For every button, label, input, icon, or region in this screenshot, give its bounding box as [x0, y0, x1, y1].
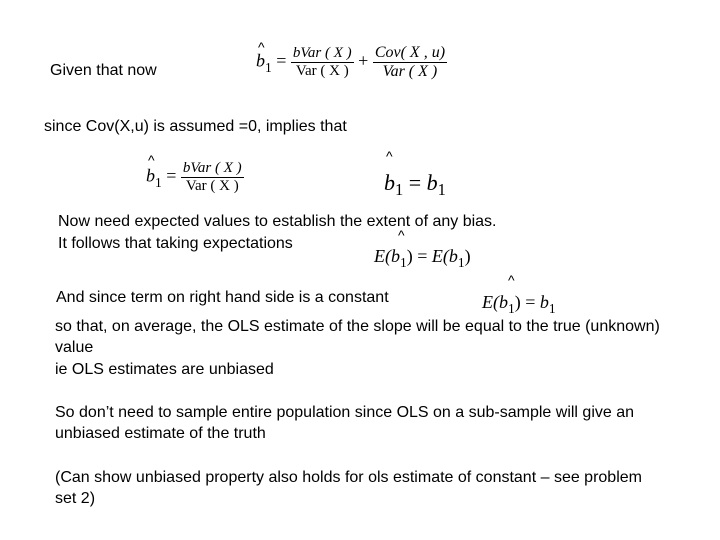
can-show-text: (Can show unbiased property also holds for ols estimate of constant – see problem set 2): [55, 469, 642, 507]
equation-5: [482, 292, 556, 316]
equation-1: [256, 44, 447, 81]
and-since-text: And since term on right hand side is a constant: [56, 289, 389, 306]
eq2-hat: ^: [148, 152, 155, 168]
eq5-rhs: b: [539, 292, 549, 312]
eq4-hat: ^: [398, 227, 405, 243]
eq4-lhs: E(b: [374, 246, 400, 266]
eq4-rhs-close: ): [464, 246, 471, 266]
eq5-lhs-sub: 1: [508, 301, 515, 316]
eq1-lhs-b: b: [256, 50, 265, 71]
eq3-hat: ^: [386, 148, 393, 164]
eq4-rhs: E(b: [431, 246, 458, 266]
eq2-frac-denominator: Var ( X ): [185, 178, 239, 194]
equation-3: [384, 170, 446, 199]
now-need-text: Now need expected values to establish the extent of any bias.: [58, 213, 497, 230]
eq1-frac1-denominator: Var ( X ): [295, 63, 349, 79]
equation-4: [374, 246, 471, 270]
eq4-rhs-sub: 1: [457, 255, 465, 270]
eq2-fraction: [181, 160, 244, 195]
eq5-hat: ^: [508, 272, 515, 288]
eq3-b: b: [384, 170, 395, 195]
eq1-frac2-denominator: Var ( X ): [382, 63, 438, 80]
eq1-plus: +: [358, 50, 369, 71]
eq2-equals: =: [166, 165, 177, 186]
so-dont-text: So don’t need to sample entire population since OLS on a sub-sample will give an unbiased estimate of the truth: [55, 404, 635, 442]
eq1-fraction-2: [373, 44, 447, 81]
eq4-lhs-sub: 1: [400, 255, 407, 270]
eq3-sub: 1: [395, 180, 404, 199]
given-that-now-text: Given that now: [50, 62, 157, 79]
eq2-lhs-sub: 1: [155, 174, 162, 190]
eq1-hat: ^: [258, 39, 265, 55]
eq2-lhs-b: b: [146, 165, 155, 186]
since-cov-text: since Cov(X,u) is assumed =0, implies that: [44, 118, 347, 135]
eq5-rhs-sub: 1: [548, 301, 556, 316]
eq5-equals: =: [525, 292, 536, 312]
eq3-rhs-sub: 1: [437, 180, 446, 199]
eq3-rhs-b: b: [426, 170, 438, 195]
eq4-equals: =: [417, 246, 428, 266]
so-that-text: so that, on average, the OLS estimate of the slope will be equal to the true (unknown) value: [55, 318, 660, 356]
it-follows-text: It follows that taking expectations: [58, 235, 293, 252]
eq3-equals: =: [408, 170, 422, 195]
eq1-frac2-numerator: Cov( X , u): [374, 44, 446, 61]
ie-unbiased-text: ie OLS estimates are unbiased: [55, 361, 274, 378]
eq5-lhs: E(b: [482, 292, 508, 312]
eq4-lhs-close: ): [406, 246, 413, 266]
eq5-lhs-close: ): [514, 292, 521, 312]
eq1-lhs-sub: 1: [265, 59, 272, 75]
eq1-frac1-numerator: bVar ( X ): [292, 45, 352, 61]
eq1-equals: =: [276, 50, 287, 71]
eq2-frac-numerator: bVar ( X ): [182, 160, 242, 176]
eq1-fraction-1: [291, 45, 354, 80]
equation-2: [146, 160, 244, 195]
